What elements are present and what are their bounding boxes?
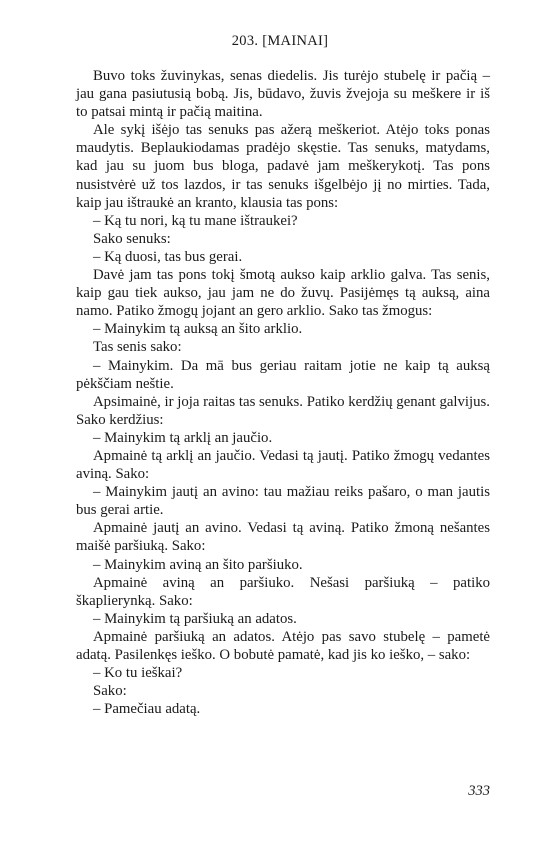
paragraph: Apsimainė, ir joja raitas tas senuks. Patiko kerdžių genant galvijus. Sako kerdžius:	[76, 393, 490, 428]
dialogue-line: – Mainykim aviną an šito paršiuko.	[93, 556, 303, 573]
paragraph: Buvo toks žuvinykas, senas diedelis. Jis turėjo stubelę ir pačią – jau gana pasiutusią bobą. Jis, būdavo, žuvis žvejoja su meškere ir iš to patsai mintą ir pačią maitina.	[76, 68, 490, 121]
dialogue-line: – Mainykim tą arklį an jaučio.	[93, 429, 273, 446]
dialogue-line: – Mainykim tą paršiuką an adatos.	[93, 610, 297, 627]
paragraph: Davė jam tas pons tokį šmotą aukso kaip arklio galva. Tas senis, kaip gau tiek aukso, jau jam ne do žuvų. Pasijėmęs tą auksą, aina namo. Patiko žmogų jojant an gero arklio. Sako tas žmogus:	[76, 267, 490, 320]
dialogue-line: – Mainykim jautį an avino: tau mažiau reiks pašaro, o man jautis bus gerai artie.	[76, 484, 490, 519]
dialogue-line: – Pamečiau adatą.	[93, 701, 201, 718]
page-title: 203. [MAINAI]	[231, 33, 329, 49]
story-text	[76, 67, 490, 718]
dialogue-line: – Ką duosi, tas bus gerai.	[93, 248, 243, 265]
dialogue-line: – Mainykim tą auksą an šito arklio.	[93, 321, 303, 338]
paragraph: Tas senis sako:	[93, 339, 182, 356]
paragraph: Sako:	[93, 683, 127, 700]
page-number: 333	[468, 783, 490, 799]
paragraph: Apmainė paršiuką an adatos. Atėjo pas savo stubelę – pametė adatą. Pasilenkęs ieško. O bobutė pamatė, kad jis ko ieško, – sako:	[76, 628, 490, 663]
paragraph: Apmainė aviną an paršiuko. Nešasi paršiuką – patiko škaplierynką. Sako:	[76, 574, 490, 609]
paragraph: Apmainė tą arklį an jaučio. Vedasi tą jautį. Patiko žmogų vedantes aviną. Sako:	[76, 447, 490, 483]
dialogue-line: – Mainykim. Da mā bus geriau raitam jotie ne kaip tą auksą pėkščiam neštie.	[76, 357, 490, 392]
dialogue-line: – Ko tu ieškai?	[93, 665, 183, 682]
paragraph: Ale sykį išėjo tas senuks pas ažerą meškeriot. Atėjo toks ponas maudytis. Beplaukiodamas pradėjo skęstie. Tas senuks, matydams, kad jau su juom bus bloga, padavė jam meškerykotį. Tas pons nusistvėrė už tos lazdos, ir tas senuks išgelbėjo jį no mirties. Tada, kaip jau ištraukė an kranto, klausia tas pons:	[76, 122, 490, 211]
dialogue-line: – Ką tu nori, ką tu mane ištraukei?	[93, 212, 298, 229]
paragraph: Sako senuks:	[93, 230, 171, 247]
paragraph: Apmainė jautį an avino. Vedasi tą aviną. Patiko žmoną nešantes maišė paršiuką. Sako:	[76, 520, 490, 555]
